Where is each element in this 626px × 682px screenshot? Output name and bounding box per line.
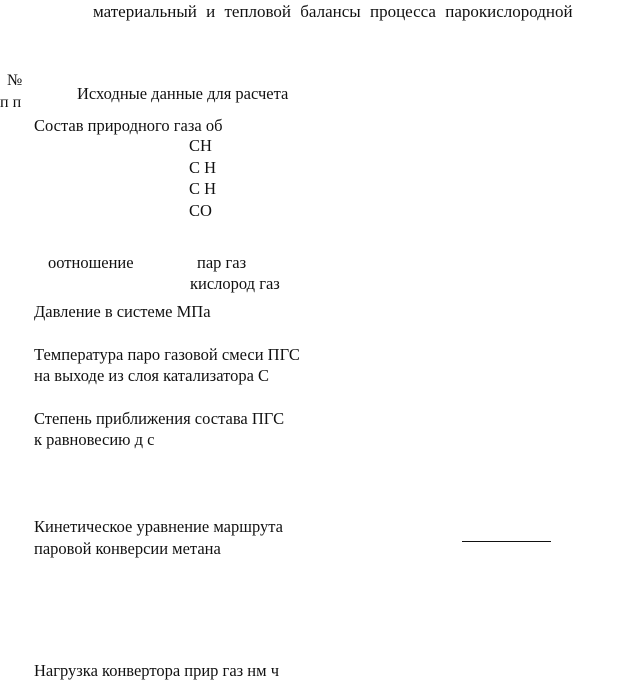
- component-co: СО: [189, 201, 212, 220]
- kinetic-line-1: Кинетическое уравнение маршрута: [34, 517, 283, 536]
- gas-composition-label: Состав природного газа об: [34, 116, 223, 135]
- ratio-label: оотношение: [48, 253, 134, 272]
- temperature-line-2: на выходе из слоя катализатора С: [34, 366, 270, 385]
- component-c-h-2: С Н: [189, 179, 217, 198]
- ratio-oxygen-gas: кислород газ: [190, 274, 280, 293]
- component-ch: СН: [189, 136, 212, 155]
- kinetic-line-2: паровой конверсии метана: [34, 539, 221, 558]
- load-label: Нагрузка конвертора прир газ нм ч: [34, 661, 279, 680]
- column-title: Исходные данные для расчета: [77, 84, 289, 103]
- temperature-line-1: Температура паро газовой смеси ПГС: [34, 345, 300, 364]
- column-number-label-top: №: [7, 72, 23, 89]
- header-text: материальный и тепловой балансы процесса парокислородной: [93, 2, 573, 21]
- fraction-bar: [462, 541, 551, 542]
- component-c-h-1: С Н: [189, 158, 217, 177]
- ratio-steam-gas: пар газ: [197, 253, 247, 272]
- pressure-label: Давление в системе МПа: [34, 302, 211, 321]
- column-number-label-bottom: п п: [0, 94, 22, 111]
- equilibrium-line-2: к равновесию д с: [34, 430, 155, 449]
- equilibrium-line-1: Степень приближения состава ПГС: [34, 409, 285, 428]
